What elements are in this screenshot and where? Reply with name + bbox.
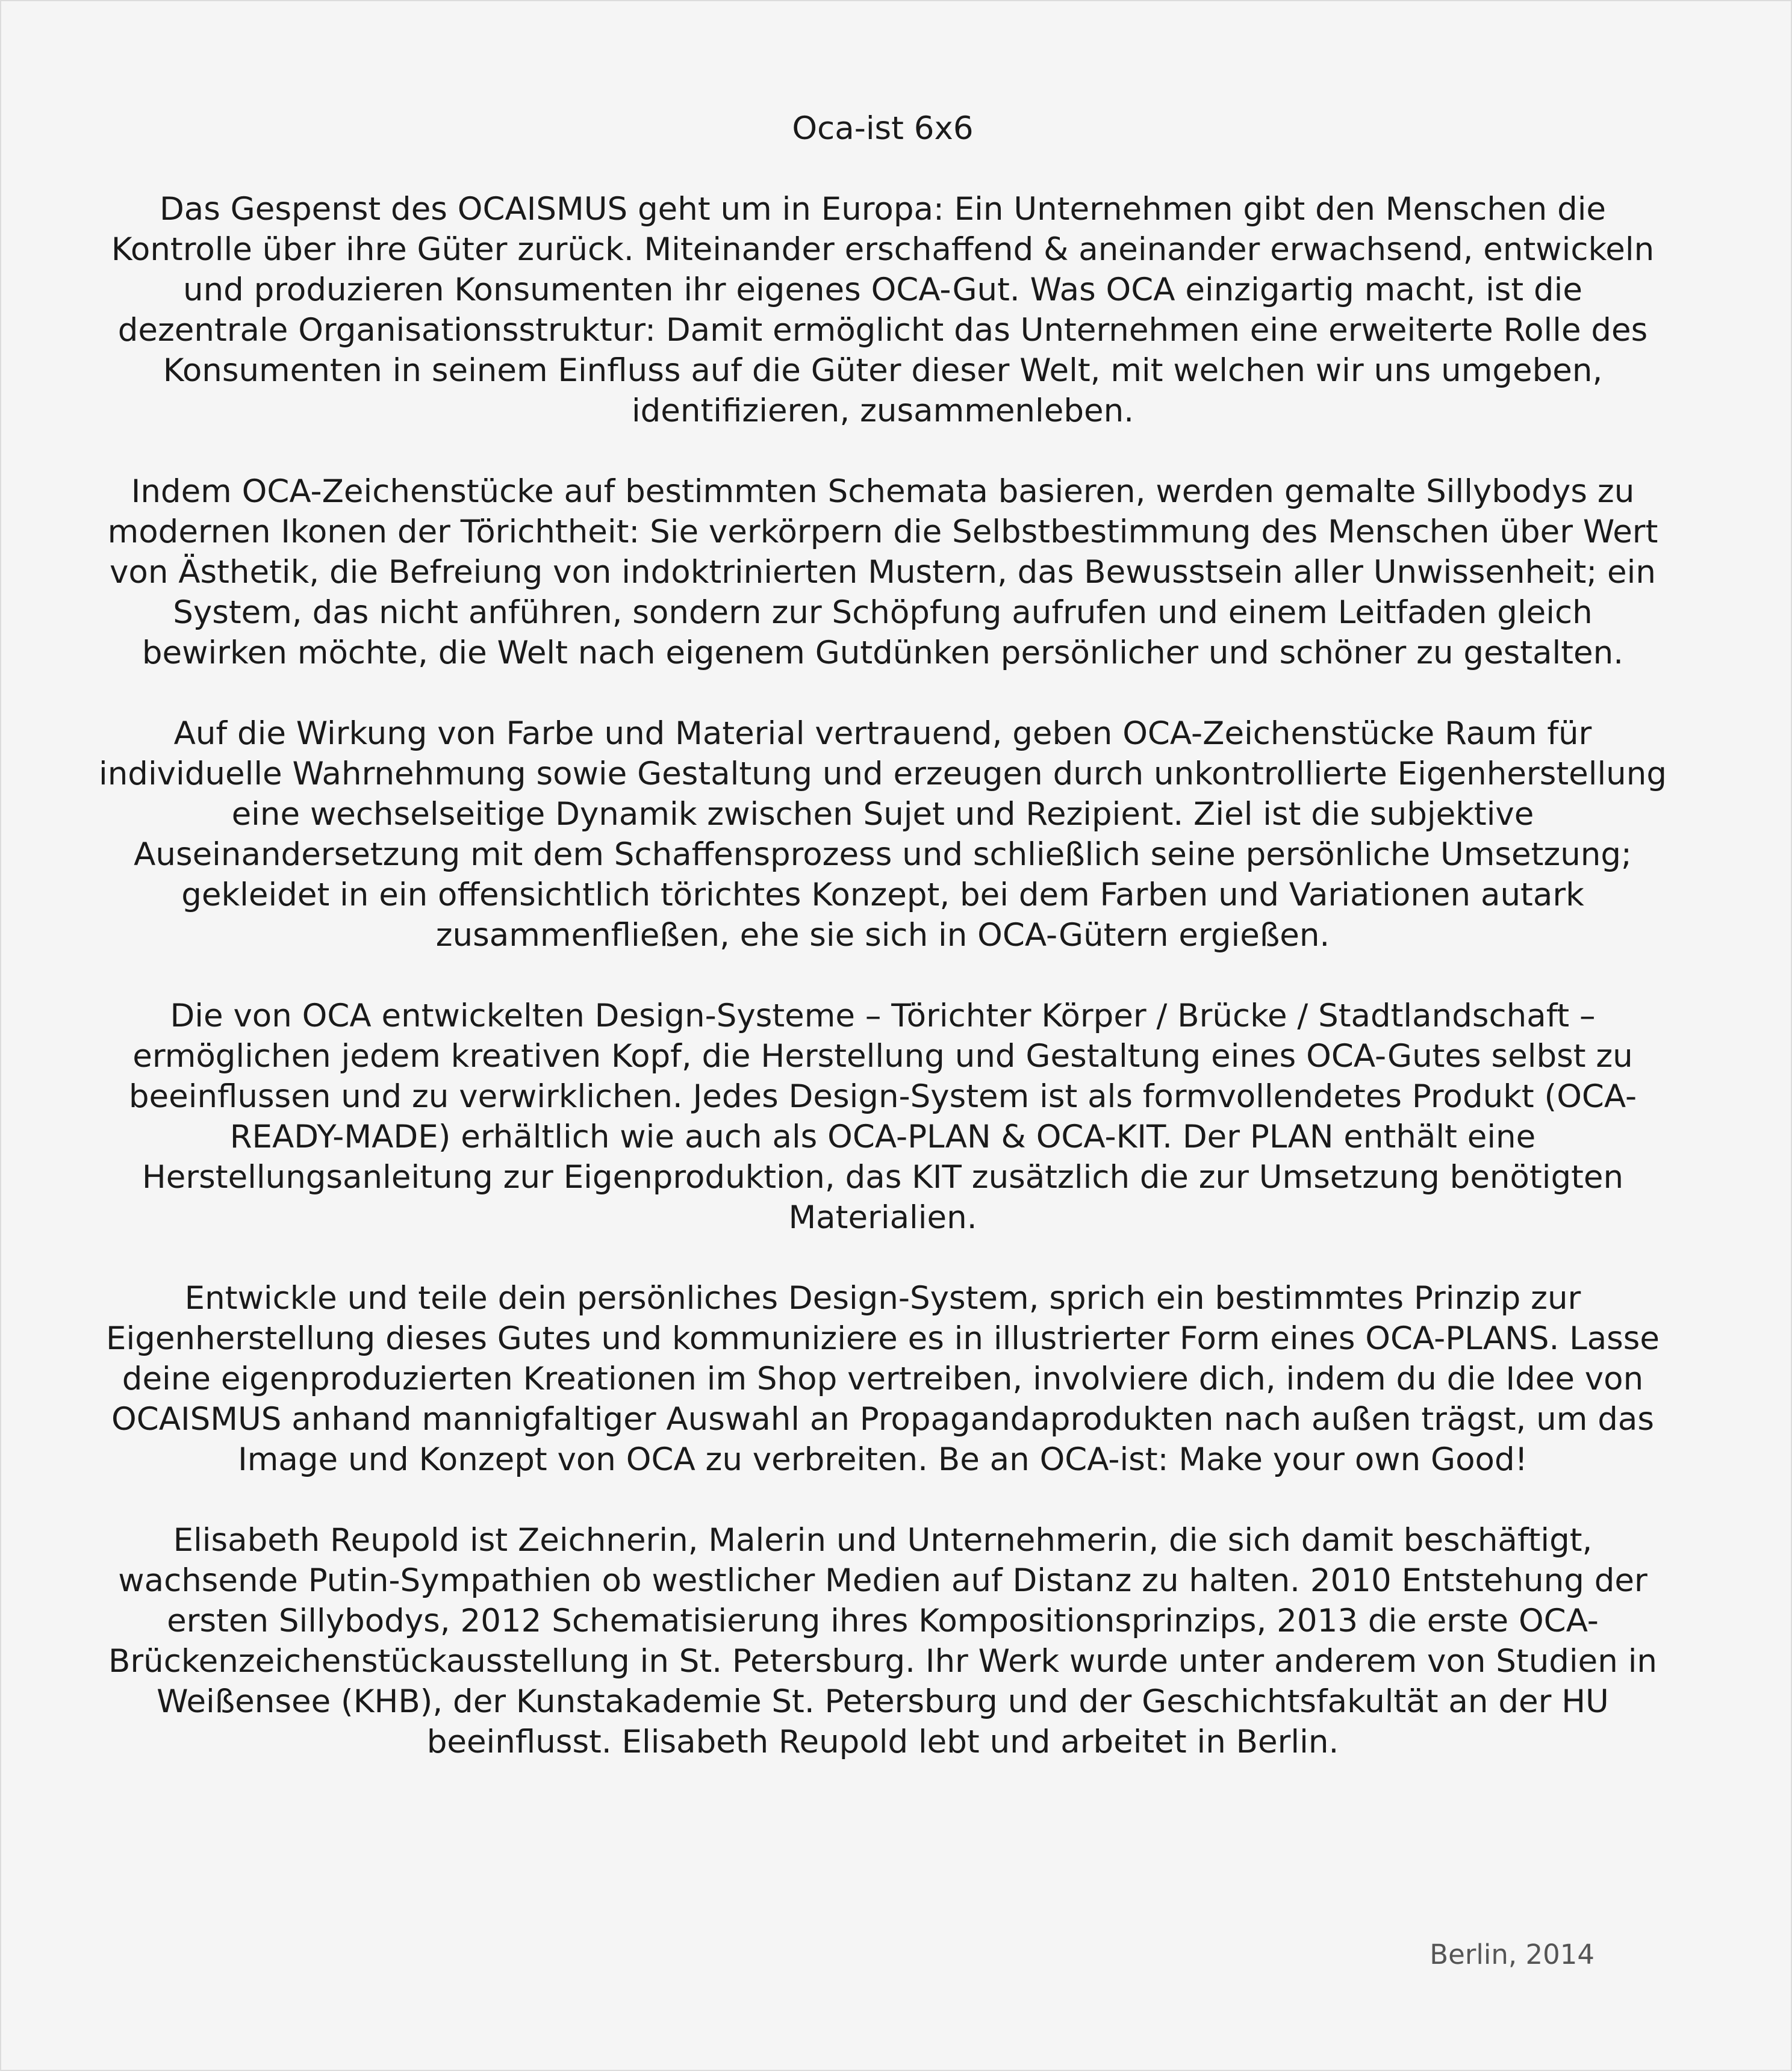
document-title: Oca-ist 6x6 xyxy=(792,110,974,147)
place-date-signature: Berlin, 2014 xyxy=(1430,1939,1594,1970)
paragraph-ocaismus-intro: Das Gespenst des OCAISMUS geht um in Europa: Ein Unternehmen gibt den Menschen die Kontrolle über ihre Güter zurück. Miteinander erschaffend & aneinander erwachsend, entwickeln und produzieren Konsumenten ihr eigenes OCA-Gut. Was OCA einzigartig macht, ist die dezentrale Organisationsstruktur: Damit ermöglicht das Unternehmen eine erweiterte Rolle des Konsumenten in seinem Einfluss auf die Güter dieser Welt, mit welchen wir uns umgeben, identifizieren, zusammenleben. xyxy=(111,191,1655,429)
paragraph-design-systeme: Die von OCA entwickelten Design-Systeme – Törichter Körper / Brücke / Stadtlandschaft – ermöglichen jedem kreativen Kopf, die Herstellung und Gestaltung eines OCA-Gutes selbst zu beeinflussen und zu verwirklichen. Jedes Design-System ist als formvollendetes Produkt (OCA-READY-MADE) erhältlich wie auch als OCA-PLAN & OCA-KIT. Der PLAN enthält eine Herstellungsanleitung zur Eigenproduktion, das KIT zusätzlich die zur Umsetzung benötigten Materialien. xyxy=(128,998,1637,1236)
paragraph-author-bio: Elisabeth Reupold ist Zeichnerin, Malerin und Unternehmerin, die sich damit beschäftigt, wachsende Putin-Sympathien ob westlicher Medien auf Distanz zu halten. 2010 Entstehung der ersten Sillybodys, 2012 Schematisierung ihres Kompositionsprinzips, 2013 die erste OCA-Brückenzeichenstückausstellung in St. Petersburg. Ihr Werk wurde unter anderem von Studien in Weißensee (KHB), der Kunstakademie St. Petersburg und der Geschichtsfakultät an der HU beeinflusst. Elisabeth Reupold lebt und arbeitet in Berlin. xyxy=(108,1522,1658,1760)
paragraph-farbe-material: Auf die Wirkung von Farbe und Material vertrauend, geben OCA-Zeichenstücke Raum für individuelle Wahrnehmung sowie Gestaltung und erzeugen durch unkontrollierte Eigenherstellung eine wechselseitige Dynamik zwischen Sujet und Rezipient. Ziel ist die subjektive Auseinandersetzung mit dem Schaffensprozess und schließlich seine persönliche Umsetzung; gekleidet in ein offensichtlich törichtes Konzept, bei dem Farben und Variationen autark zusammenfließen, ehe sie sich in OCA-Gütern ergießen. xyxy=(98,715,1667,954)
paragraph-sillybodys: Indem OCA-Zeichenstücke auf bestimmten Schemata basieren, werden gemalte Sillybodys zu modernen Ikonen der Törichtheit: Sie verkörpern die Selbstbestimmung des Menschen über Wert von Ästhetik, die Befreiung von indoktrinierten Mustern, das Bewusstsein aller Unwissenheit; ein System, das nicht anführen, sondern zur Schöpfung aufrufen und einem Leitfaden gleich bewirken möchte, die Welt nach eigenem Gutdünken persönlicher und schöner zu gestalten. xyxy=(107,473,1658,671)
document-body xyxy=(98,108,1668,1802)
paragraph-call-to-action: Entwickle und teile dein persönliches Design-System, sprich ein bestimmtes Prinzip zur Eigenherstellung dieses Gutes und kommuniziere es in illustrierter Form eines OCA-PLANS. Lasse deine eigenproduzierten Kreationen im Shop vertreiben, involviere dich, indem du die Idee von OCAISMUS anhand mannigfaltiger Auswahl an Propagandaprodukten nach außen trägst, um das Image und Konzept von OCA zu verbreiten. Be an OCA-ist: Make your own Good! xyxy=(105,1280,1660,1478)
